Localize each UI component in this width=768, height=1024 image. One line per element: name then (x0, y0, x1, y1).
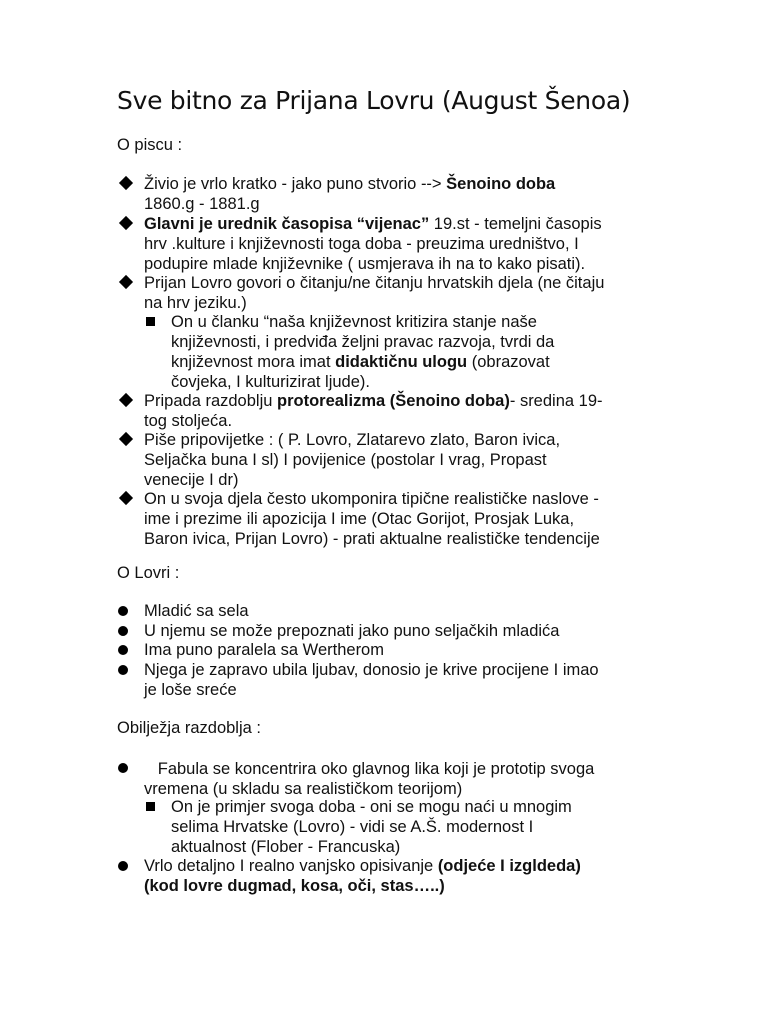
square-bullet-icon (146, 317, 155, 326)
list-item-line: je loše sreće (144, 681, 237, 699)
list-item-line: Vrlo detaljno I realno vanjsko opisivanje (odjeće I izgldeda) (144, 857, 581, 875)
list-item-line: vremena (u skladu sa realističkom teorijom) (144, 780, 463, 798)
list-item-line: On je primjer svoga doba - oni se mogu naći u mnogim (171, 798, 572, 816)
list-item-line: Pripada razdoblju protorealizma (Šenoino doba)- sredina 19- (144, 392, 603, 410)
list-item-line: književnosti, i predviđa željni pravac razvoja, tvrdi da (171, 333, 555, 351)
round-bullet-icon (118, 626, 128, 636)
list-item-line: Glavni je urednik časopisa “vijenac” 19.st - temeljni časopis (144, 215, 602, 233)
list-item-line: Prijan Lovro govori o čitanju/ne čitanju hrvatskih djela (ne čitaju (144, 274, 605, 292)
list-item-line: na hrv jeziku.) (144, 294, 247, 312)
list-item-line: ime i prezime ili apozicija I ime (Otac Gorijot, Prosjak Luka, (144, 510, 575, 528)
round-bullet-icon (118, 606, 128, 616)
list-item-line: 1860.g - 1881.g (144, 195, 260, 213)
section-heading-o-piscu: O piscu : (117, 136, 183, 154)
diamond-bullet-icon (119, 393, 133, 407)
list-item-line: hrv .kulture i književnosti toga doba - preuzima uredništvo, I (144, 235, 579, 253)
list-item-line: Baron ivica, Prijan Lovro) - prati aktualne realističke tendencije (144, 530, 600, 548)
list-item-line: Živio je vrlo kratko - jako puno stvorio --> Šenoino doba (144, 175, 556, 193)
list-item-line: On u članku “naša književnost kritizira stanje naše (171, 313, 537, 331)
section-heading-obiljezja: Obilježja razdoblja : (117, 719, 261, 737)
round-bullet-icon (118, 665, 128, 675)
round-bullet-icon (118, 645, 128, 655)
list-item-line: selima Hrvatske (Lovro) - vidi se A.Š. modernost I (171, 818, 534, 836)
list-item-line: Fabula se koncentrira oko glavnog lika koji je prototip svoga (144, 760, 595, 778)
document-title: Sve bitno za Prijana Lovru (August Šenoa) (117, 86, 631, 115)
list-item-line: venecije I dr) (144, 471, 239, 489)
list-item-line: Seljačka buna I sl) I povijenice (postolar I vrag, Propast (144, 451, 547, 469)
diamond-bullet-icon (119, 275, 133, 289)
diamond-bullet-icon (119, 491, 133, 505)
list-item-line: Ima puno paralela sa Wertherom (144, 641, 384, 659)
list-item-line: (kod lovre dugmad, kosa, oči, stas…..) (144, 877, 445, 895)
list-item-line: tog stoljeća. (144, 412, 233, 430)
section-heading-o-lovri: O Lovri : (117, 564, 180, 582)
diamond-bullet-icon (119, 216, 133, 230)
round-bullet-icon (118, 763, 128, 773)
round-bullet-icon (118, 861, 128, 871)
square-bullet-icon (146, 802, 155, 811)
diamond-bullet-icon (119, 432, 133, 446)
list-item-line: podupire mlade književnike ( usmjerava ih na to kako pisati). (144, 255, 586, 273)
list-item-line: književnost mora imat didaktičnu ulogu (obrazovat (171, 353, 550, 371)
list-item-line: On u svoja djela često ukomponira tipične realističke naslove - (144, 490, 599, 508)
list-item-line: Mladić sa sela (144, 602, 249, 620)
list-item-line: Piše pripovijetke : ( P. Lovro, Zlatarevo zlato, Baron ivica, (144, 431, 561, 449)
list-item-line: Njega je zapravo ubila ljubav, donosio je krive procijene I imao (144, 661, 599, 679)
list-item-line: aktualnost (Flober - Francuska) (171, 838, 401, 856)
list-item-line: U njemu se može prepoznati jako puno seljačkih mladića (144, 622, 560, 640)
diamond-bullet-icon (119, 176, 133, 190)
list-item-line: čovjeka, I kulturizirat ljude). (171, 373, 370, 391)
